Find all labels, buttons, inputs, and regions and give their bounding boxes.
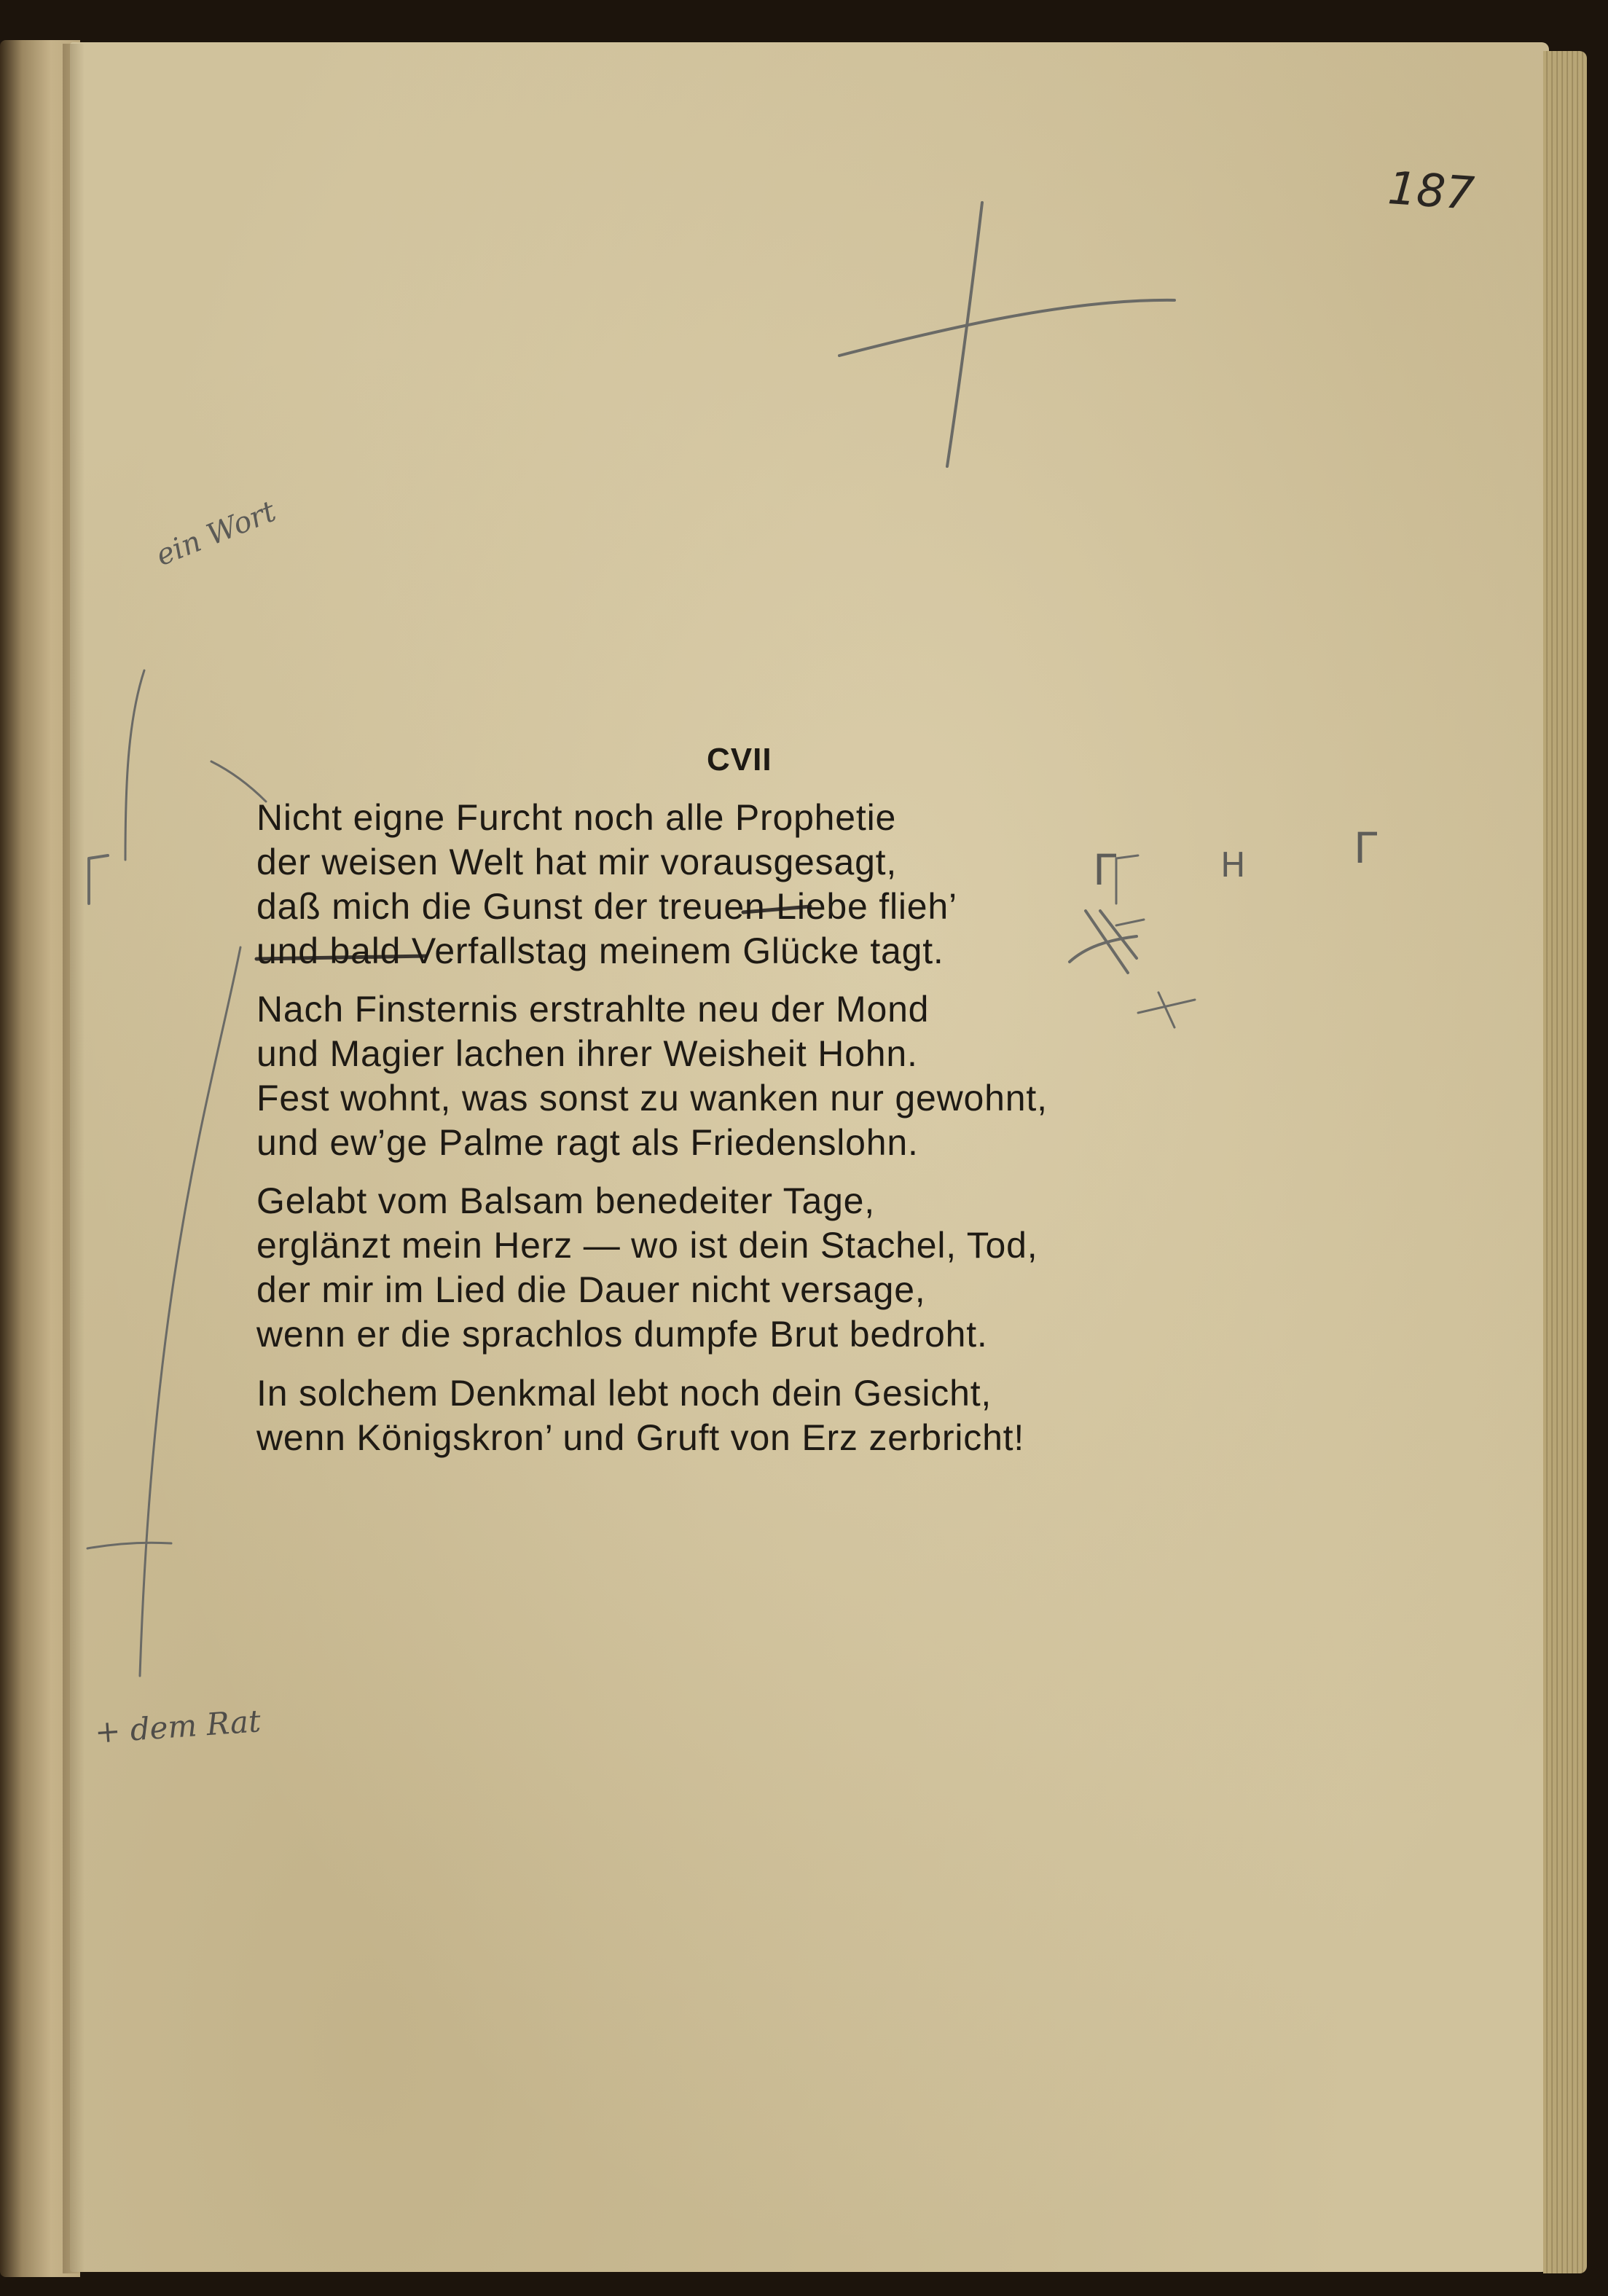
poem-line: Fest wohnt, was sonst zu wanken nur gewohnt, [256, 1078, 1048, 1118]
poem-line: und Magier lachen ihrer Weisheit Hohn. [256, 1033, 918, 1074]
pencil-bracket-left [125, 670, 144, 860]
handwritten-margin-note-top: ein Wort [151, 494, 281, 573]
pencil-margin-line [140, 947, 240, 1676]
poem-line: daß mich die Gunst der treuen Liebe flieh’ [256, 886, 957, 927]
stanza-2 [256, 987, 1048, 1165]
poem-line: der mir im Lied die Dauer nicht versage, [256, 1269, 926, 1310]
handwritten-margin-note-bottom: + dem Rat [93, 1703, 262, 1750]
poem-title: CVII [707, 742, 772, 777]
poem-line: Nach Finsternis erstrahlte neu der Mond [256, 989, 930, 1030]
poem-line: der weisen Welt hat mir vorausgesagt, [256, 842, 898, 882]
poem-line: und ew’ge Palme ragt als Friedenslohn. [256, 1122, 919, 1163]
poem-line: wenn er die sprachlos dumpfe Brut bedroht. [256, 1314, 988, 1355]
handwritten-mark-3: Γ [1354, 823, 1378, 873]
pencil-mark-verfallstag [1070, 911, 1137, 973]
pencil-bracket-right-1 [1116, 855, 1144, 925]
pencil-cross-vertical [947, 203, 982, 466]
poem-line: erglänzt mein Herz — wo ist dein Stachel, Tod, [256, 1225, 1038, 1266]
stanza-4 [256, 1371, 1024, 1460]
handwritten-page-number: 187 [1386, 160, 1476, 221]
pencil-mark-nach-line [1138, 992, 1195, 1027]
poem-line: In solchem Denkmal lebt noch dein Gesicht, [256, 1373, 992, 1414]
stanza-1 [256, 796, 957, 973]
pencil-left-gamma [89, 855, 108, 904]
pencil-cross-horizontal [839, 300, 1174, 356]
handwritten-mark-2: H [1220, 845, 1246, 885]
poem-line: wenn Königskron’ und Gruft von Erz zerbricht! [256, 1417, 1025, 1458]
poem-line: Gelabt vom Balsam benedeiter Tage, [256, 1180, 875, 1221]
poem-line: Nicht eigne Furcht noch alle Prophetie [256, 797, 897, 838]
handwritten-mark-1: Γ [1093, 845, 1117, 895]
stanza-3 [256, 1179, 1038, 1357]
poem-line: und bald Verfallstag meinem Glücke tagt. [256, 930, 944, 971]
pencil-margin-tick [87, 1543, 171, 1548]
